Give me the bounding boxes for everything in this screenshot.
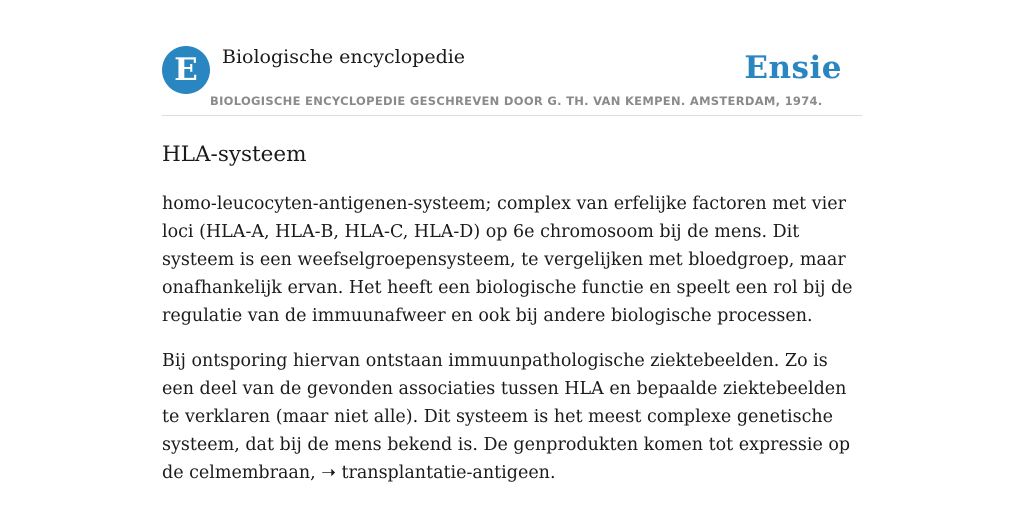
header-divider bbox=[162, 115, 862, 116]
entry-paragraph: homo-leucocyten-antigenen-systeem; complex van erfelijke factoren met vier loci (HLA-A, HLA-B, HLA-C, HLA-D) op 6e chromosoom bij de mens. Dit systeem is een weefselgroepensysteem, te vergelijken met bloedgroep, maar onafhankelijk ervan. Het heeft een biologische functie en speelt een rol bij de regulatie van de immuunafweer en ook bij andere biologische processen. bbox=[162, 194, 853, 326]
header bbox=[162, 46, 862, 116]
book-subtitle: BIOLOGISCHE ENCYCLOPEDIE GESCHREVEN DOOR G. TH. VAN KEMPEN. AMSTERDAM, 1974. bbox=[210, 94, 823, 108]
entry-title: HLA-systeem bbox=[162, 142, 307, 167]
entry-content bbox=[162, 140, 862, 504]
book-title-link[interactable]: Biologische encyclopedie bbox=[222, 46, 466, 68]
ensie-brand-logo[interactable]: Ensie bbox=[744, 50, 842, 86]
encyclopedia-logo-icon[interactable]: E bbox=[162, 46, 210, 94]
entry-paragraph: Bij ontsporing hiervan ontstaan immuunpathologische ziektebeelden. Zo is een deel van de gevonden associaties tussen HLA en bepaalde ziektebeelden te verklaren (maar niet alle). Dit systeem is het meest complexe genetische systeem, dat bij de mens bekend is. De genprodukten komen tot expressie op de celmembraan, ➝ transplantatie-antigeen. bbox=[162, 351, 851, 483]
